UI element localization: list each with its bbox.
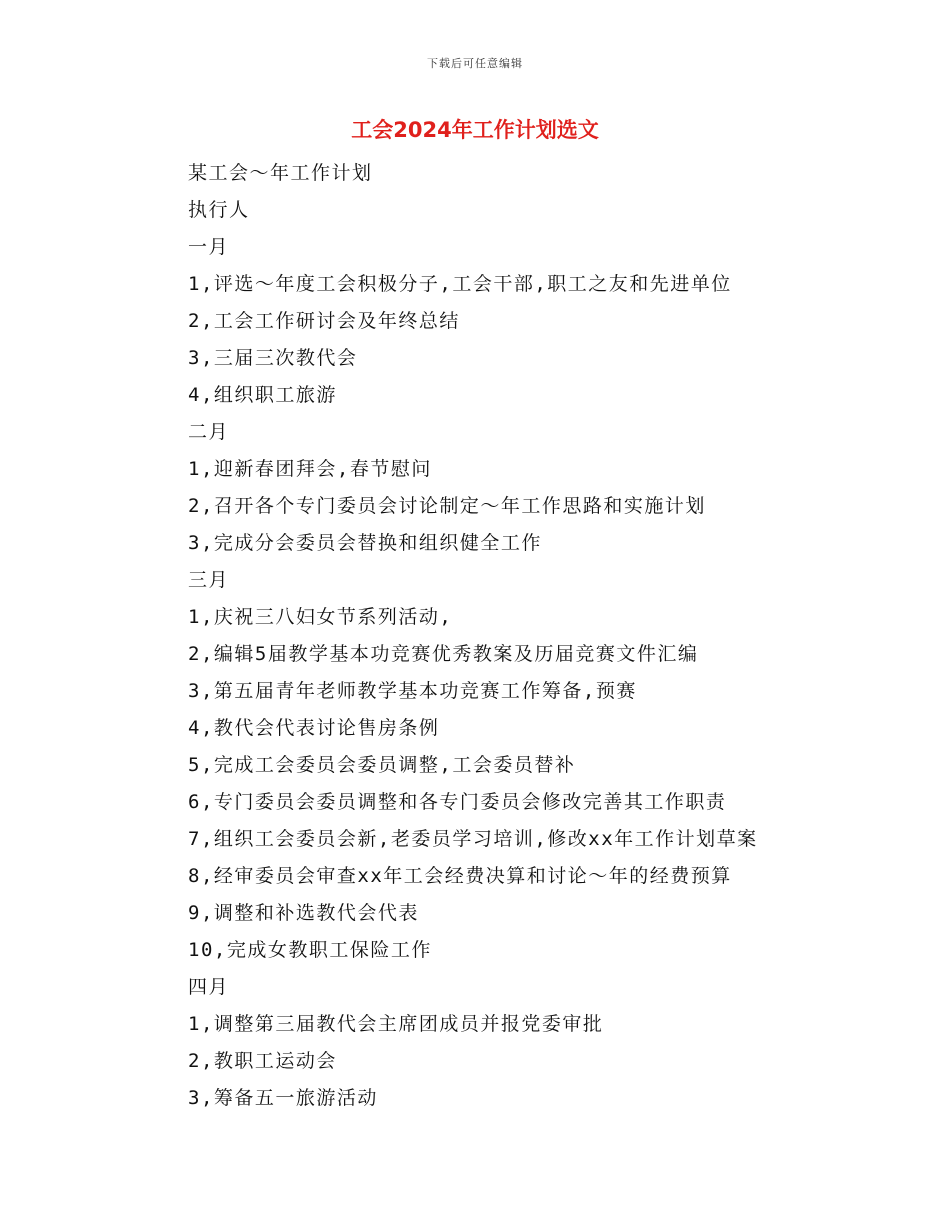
document-line: 执行人 bbox=[188, 199, 250, 221]
document-line: 一月 bbox=[188, 236, 230, 258]
document-title: 工会2024年工作计划选文 bbox=[351, 118, 599, 142]
document-line: 某工会～年工作计划 bbox=[188, 162, 373, 184]
document-line: 2,工会工作研讨会及年终总结 bbox=[188, 310, 460, 332]
document-line: 3,完成分会委员会替换和组织健全工作 bbox=[188, 532, 542, 554]
document-line: 8,经审委员会审查xx年工会经费决算和讨论～年的经费预算 bbox=[188, 865, 732, 887]
document-line: 1,调整第三届教代会主席团成员并报党委审批 bbox=[188, 1013, 604, 1035]
document-line: 3,三届三次教代会 bbox=[188, 347, 358, 369]
document-line: 3,筹备五一旅游活动 bbox=[188, 1087, 378, 1109]
document-line: 1,评选～年度工会积极分子,工会干部,职工之友和先进单位 bbox=[188, 273, 732, 295]
document-line: 1,庆祝三八妇女节系列活动, bbox=[188, 606, 453, 628]
document-line: 2,编辑5届教学基本功竞赛优秀教案及历届竞赛文件汇编 bbox=[188, 643, 699, 665]
document-line: 6,专门委员会委员调整和各专门委员会修改完善其工作职责 bbox=[188, 791, 727, 813]
header-note: 下载后可任意编辑 bbox=[427, 57, 523, 70]
document-line: 1,迎新春团拜会,春节慰问 bbox=[188, 458, 432, 480]
document-line: 5,完成工会委员会委员调整,工会委员替补 bbox=[188, 754, 576, 776]
document-line: 9,调整和补选教代会代表 bbox=[188, 902, 419, 924]
document-line: 4,教代会代表讨论售房条例 bbox=[188, 717, 440, 739]
document-line: 二月 bbox=[188, 421, 230, 443]
document-line: 三月 bbox=[188, 569, 230, 591]
document-line: 2,教职工运动会 bbox=[188, 1050, 337, 1072]
document-line: 四月 bbox=[188, 976, 230, 998]
document-line: 7,组织工会委员会新,老委员学习培训,修改xx年工作计划草案 bbox=[188, 828, 758, 850]
document-line: 3,第五届青年老师教学基本功竞赛工作筹备,预赛 bbox=[188, 680, 637, 702]
document-body bbox=[188, 155, 888, 1117]
document-line: 10,完成女教职工保险工作 bbox=[188, 939, 432, 961]
document-line: 2,召开各个专门委员会讨论制定～年工作思路和实施计划 bbox=[188, 495, 706, 517]
document-line: 4,组织职工旅游 bbox=[188, 384, 337, 406]
